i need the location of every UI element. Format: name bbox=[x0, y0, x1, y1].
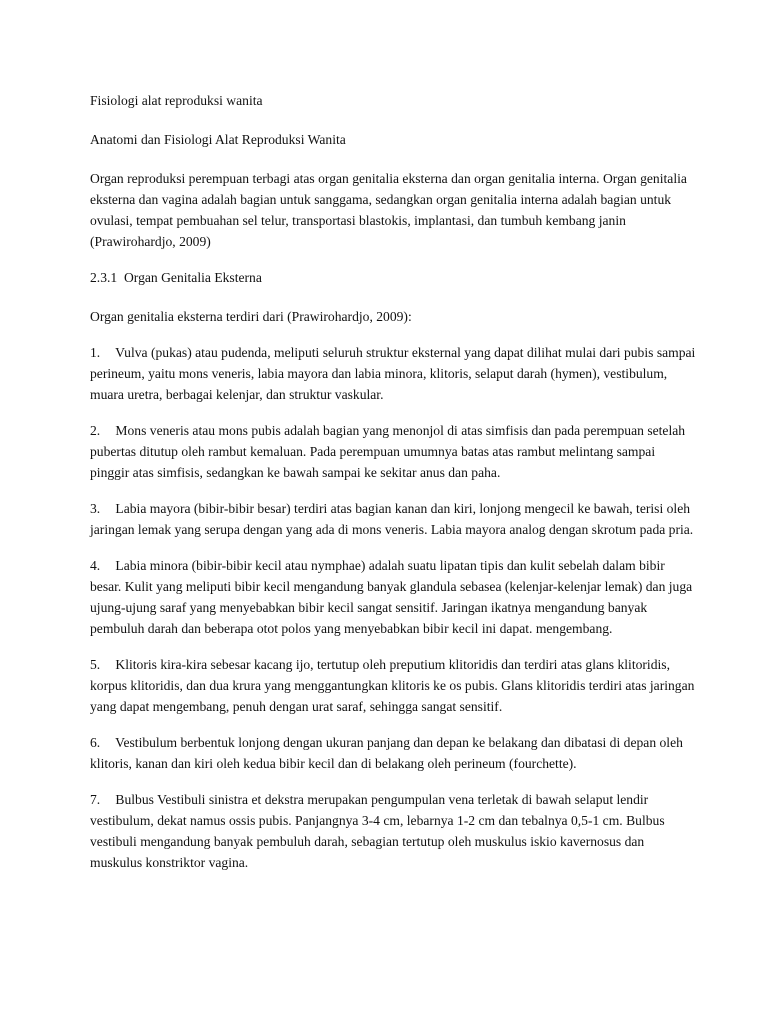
list-item-number: 4. bbox=[90, 558, 101, 573]
list-item-text: Mons veneris atau mons pubis adalah bagian yang menonjol di atas simfisis dan pada perempuan setelah pubertas ditutup oleh rambut kemaluan. Pada perempuan umumnya batas atas rambut melintang sampai pinggir atas simfisis, sedangkan ke bawah sampai ke sekitar anus dan paha. bbox=[90, 423, 686, 480]
list-item-text: Vulva (pukas) atau pudenda, meliputi seluruh struktur eksternal yang dapat dilihat mulai dari pubis sampai perineum, yaitu mons veneris, labia mayora dan labia minora, klitoris, selaput darah (hymen), vestibulum, muara uretra, berbagai kelenjar, dan struktur vaskular. bbox=[90, 345, 696, 402]
list-item-number: 7. bbox=[90, 792, 101, 807]
list-item bbox=[90, 732, 696, 774]
list-item-number: 6. bbox=[90, 735, 101, 750]
list-item-number: 1. bbox=[90, 345, 101, 360]
section-intro: Organ genitalia eksterna terdiri dari (Prawirohardjo, 2009): bbox=[90, 309, 412, 324]
list-item-text: Labia mayora (bibir-bibir besar) terdiri atas bagian kanan dan kiri, lonjong mengecil ke bawah, terisi oleh jaringan lemak yang serupa dengan yang ada di mons veneris. Labia mayora analog dengan skrotum pada pria. bbox=[90, 501, 694, 537]
list-item-text: Klitoris kira-kira sebesar kacang ijo, tertutup oleh preputium klitoridis dan terdiri atas glans klitoridis, korpus klitoridis, dan dua krura yang menggantungkan klitoris ke os pubis. Glans klitoridis terdiri atas jaringan yang dapat mengembang, penuh dengan urat saraf, sehingga sangat sensitif. bbox=[90, 657, 695, 714]
list-item-text: Bulbus Vestibuli sinistra et dekstra merupakan pengumpulan vena terletak di bawah selaput lendir vestibulum, dekat namus ossis pubis. Panjangnya 3-4 cm, lebarnya 1-2 cm dan tebalnya 0,5-1 cm. Bulbus vestibuli mengandung banyak pembuluh darah, sebagian tertutup oleh muskulus iskio kavernosus dan muskulus konstriktor vagina. bbox=[90, 792, 665, 870]
list-item bbox=[90, 498, 696, 540]
section-title: Organ Genitalia Eksterna bbox=[123, 270, 262, 285]
list-item bbox=[90, 654, 696, 717]
list-item-number: 2. bbox=[90, 423, 101, 438]
list-item-text: Vestibulum berbentuk lonjong dengan ukuran panjang dan depan ke belakang dan dibatasi di depan oleh klitoris, kanan dan kiri oleh kedua bibir kecil dan di belakang oleh perineum (fourchette). bbox=[90, 735, 683, 771]
list-item bbox=[90, 555, 696, 639]
document-subtitle: Anatomi dan Fisiologi Alat Reproduksi Wanita bbox=[90, 132, 346, 147]
section-heading bbox=[90, 267, 696, 288]
list-item bbox=[90, 789, 696, 873]
list-item-number: 3. bbox=[90, 501, 101, 516]
intro-paragraph: Organ reproduksi perempuan terbagi atas organ genitalia eksterna dan organ genitalia interna. Organ genitalia eksterna dan vagina adalah bagian untuk sanggama, sedangkan organ genitalia interna adalah bagian untuk ovulasi, tempat pembuahan sel telur, transportasi blastokis, implantasi, dan tumbuh kembang janin (Prawirohardjo, 2009) bbox=[90, 171, 687, 249]
list-item-number: 5. bbox=[90, 657, 101, 672]
document-title: Fisiologi alat reproduksi wanita bbox=[90, 93, 263, 108]
list-item bbox=[90, 342, 696, 405]
list-item-text: Labia minora (bibir-bibir kecil atau nymphae) adalah suatu lipatan tipis dan kulit sebelah dalam bibir besar. Kulit yang meliputi bibir kecil mengandung banyak glandula sebasea (kelenjar-kelenjar lemak) dan juga ujung-ujung saraf yang menyebabkan bibir kecil sangat sensitif. Jaringan ikatnya mengandung banyak pembuluh darah dan beberapa otot polos yang menyebabkan bibir kecil ini dapat. mengembang. bbox=[90, 558, 693, 636]
list-item bbox=[90, 420, 696, 483]
section-number: 2.3.1 bbox=[90, 270, 118, 285]
